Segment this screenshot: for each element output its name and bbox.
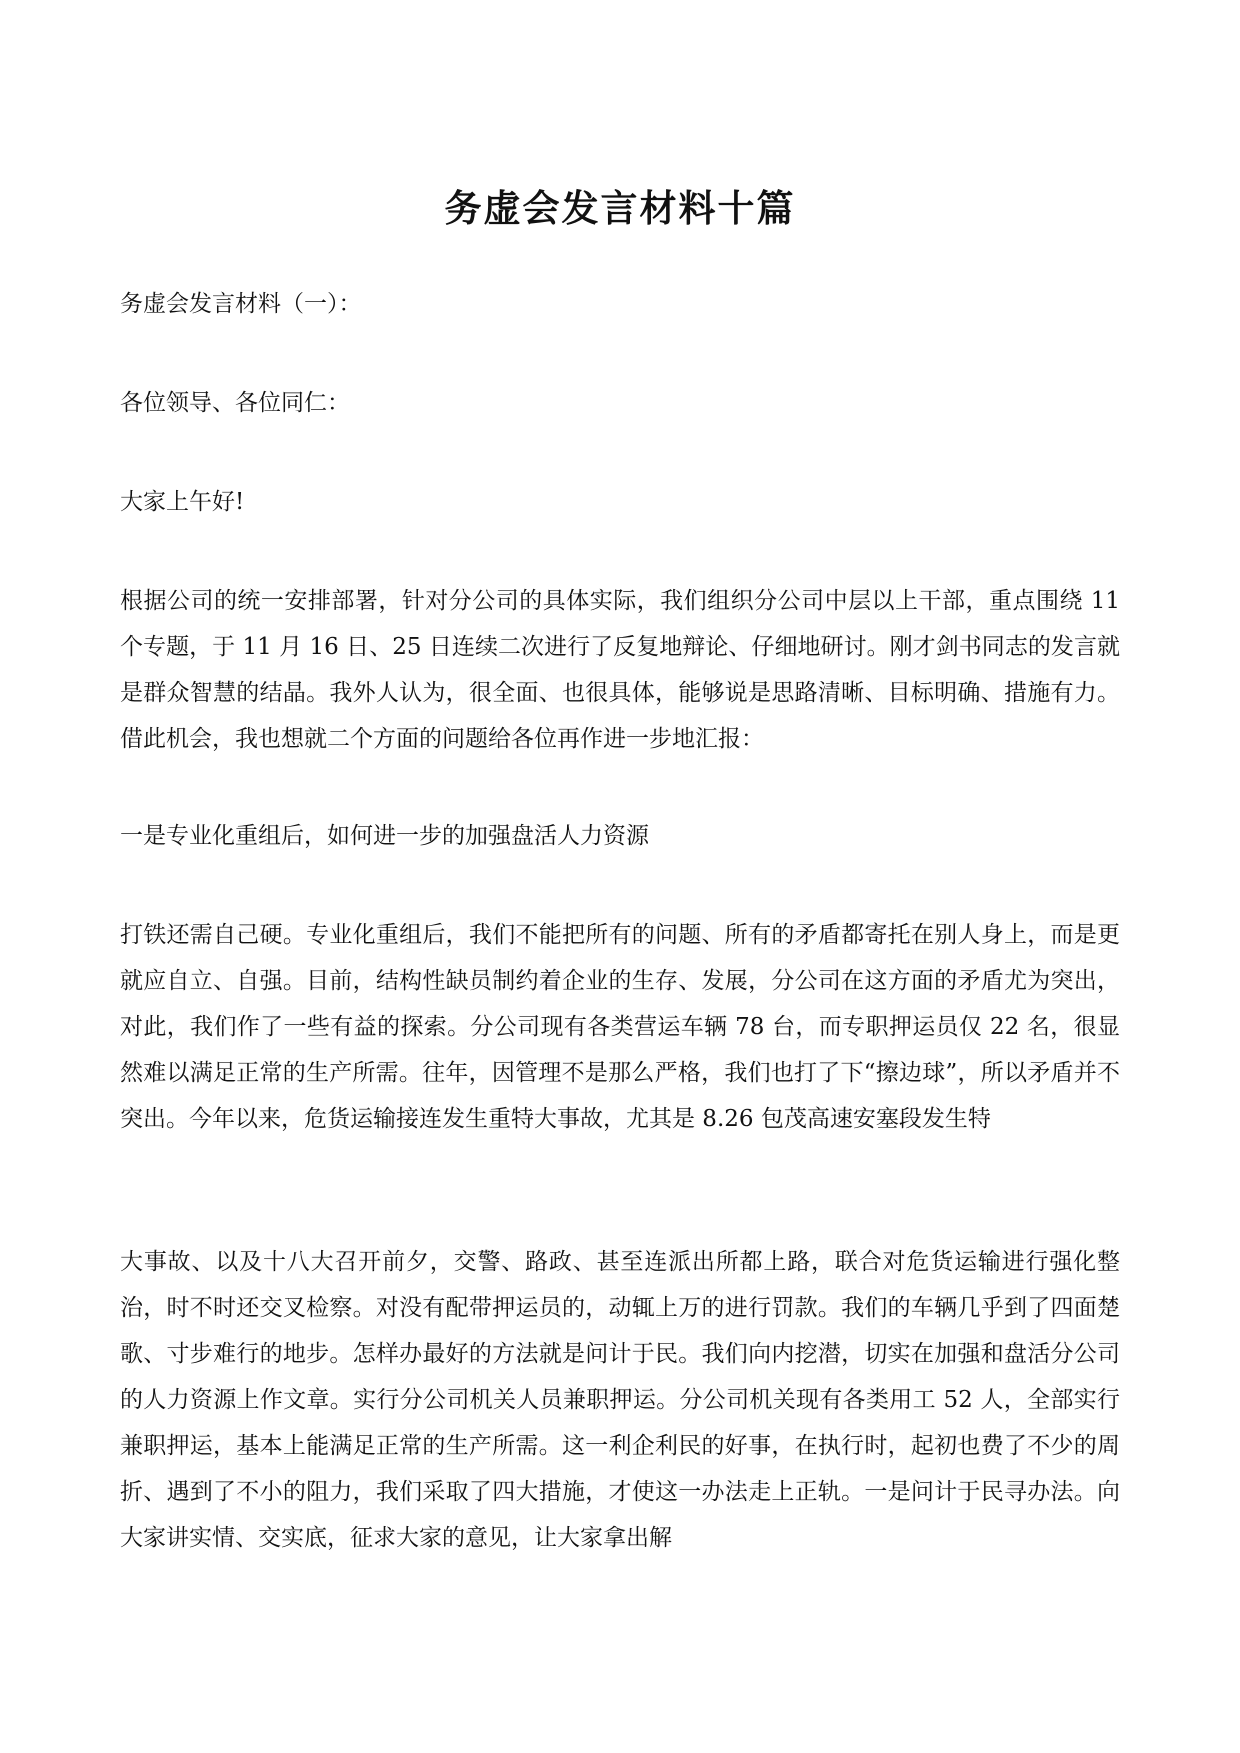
section-heading: 务虚会发言材料（一）：	[120, 291, 362, 317]
body-paragraph: 大事故、以及十八大召开前夕，交警、路政、甚至连派出所都上路，联合对危货运输进行强化整治，时不时还交叉检察。对没有配带押运员的，动辄上万的进行罚款。我们的车辆几乎到了四面楚歌、寸步难行的地步。怎样办最好的方法就是问计于民。我们向内挖潜，切实在加强和盘活分公司的人力资源上作文章。实行分公司机关人员兼职押运。分公司机关现有各类用工 52 人，全部实行兼职押运，基本上能满足正常的生产所需。这一利企利民的好事，在执行时，起初也费了不少的周折、遇到了不小的阻力，我们采取了四大措施，才使这一办法走上正轨。一是问计于民寻办法。向大家讲实情、交实底，征求大家的意见，让大家拿出解	[120, 1249, 1120, 1551]
body-paragraph: 打铁还需自己硬。专业化重组后，我们不能把所有的问题、所有的矛盾都寄托在别人身上，而是更就应自立、自强。目前，结构性缺员制约着企业的生存、发展，分公司在这方面的矛盾尤为突出，对此，我们作了一些有益的探索。分公司现有各类营运车辆 78 台，而专职押运员仅 22 名，很显然难以满足正常的生产所需。往年，因管理不是那么严格，我们也打了下“擦边球”，所以矛盾并不突出。今年以来，危货运输接连发生重特大事故，尤其是 8.26 包茂高速安塞段发生特	[120, 922, 1120, 1132]
body-paragraph: 根据公司的统一安排部署，针对分公司的具体实际，我们组织分公司中层以上干部，重点围绕 11 个专题，于 11 月 16 日、25 日连续二次进行了反复地辩论、仔细地研讨。刚才剑书同志的发言就是群众智慧的结晶。我外人认为，很全面、也很具体，能够说是思路清晰、目标明确、措施有力。借此机会，我也想就二个方面的问题给各位再作进一步地汇报：	[120, 588, 1120, 752]
topic-heading: 一是专业化重组后，如何进一步的加强盘活人力资源	[120, 823, 649, 849]
salutation: 各位领导、各位同仁：	[120, 390, 350, 416]
document-title: 务虚会发言材料十篇	[444, 185, 796, 230]
greeting: 大家上午好!	[120, 489, 245, 515]
